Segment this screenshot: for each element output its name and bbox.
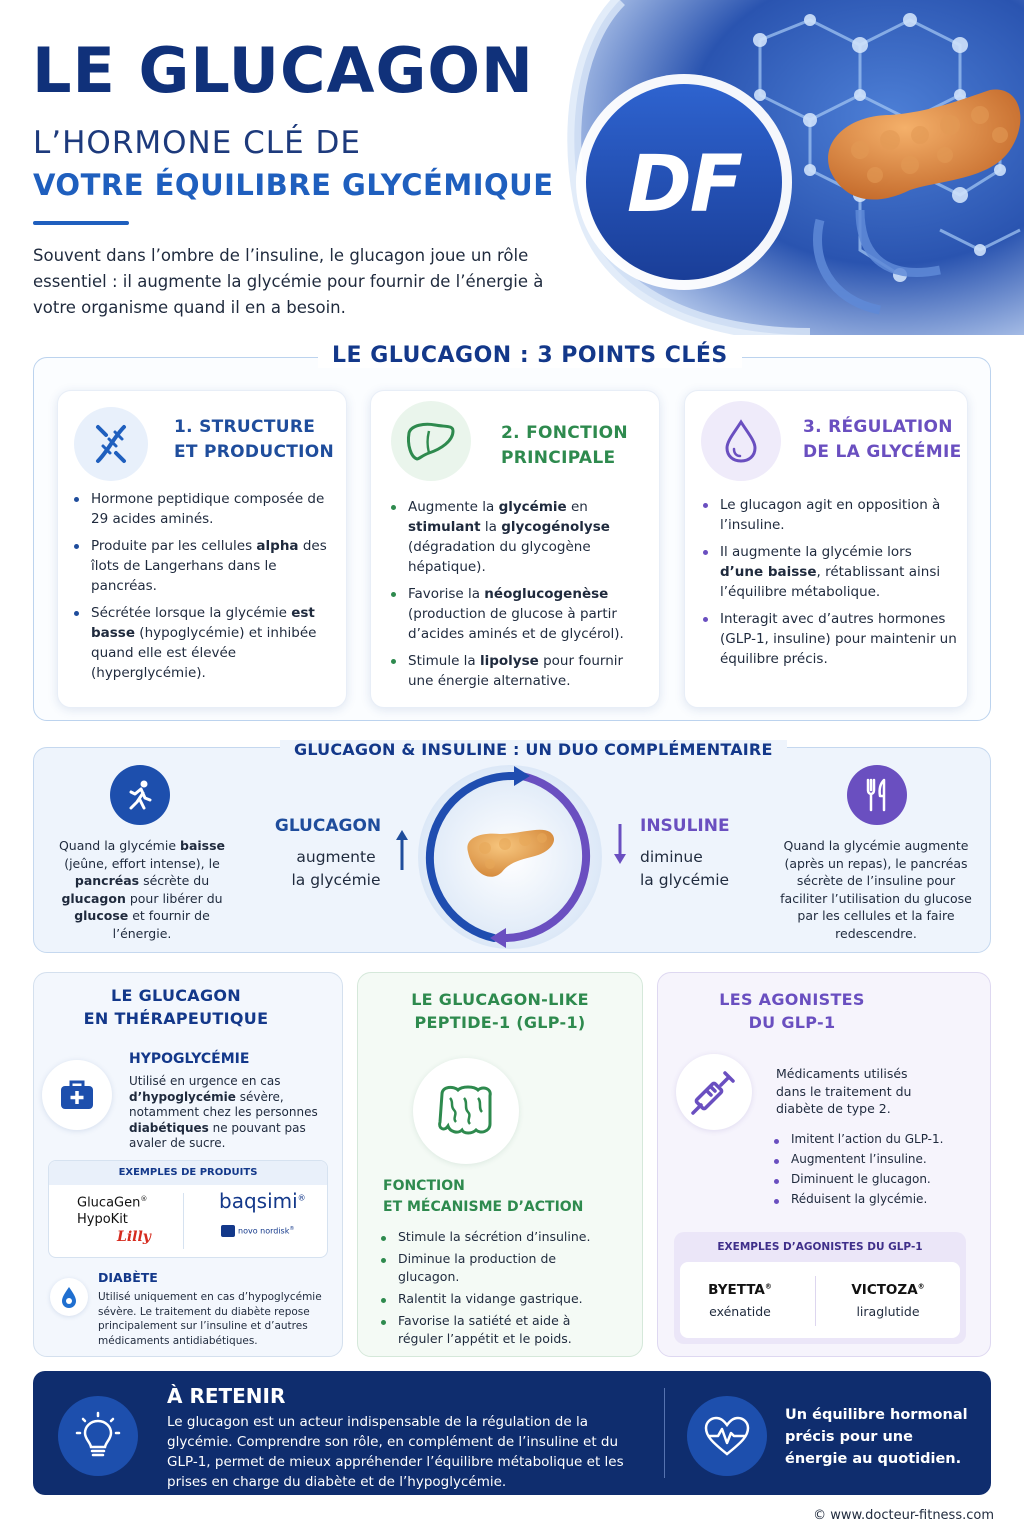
bold-text: est basse <box>91 605 315 641</box>
card-title-structure: 1. STRUCTURE ET PRODUCTION <box>174 417 335 462</box>
drop-icon <box>701 401 781 481</box>
key-point-card-structure <box>57 390 347 708</box>
text-segment: Il augmente la glycémie lors <box>720 544 912 560</box>
bullet-item <box>72 603 334 683</box>
footer-credit: © www.docteur-fitness.com <box>813 1508 994 1523</box>
retain-title: À RETENIR <box>167 1384 286 1408</box>
glp1-title: LE GLUCAGON-LIKE PEPTIDE-1 (GLP-1) <box>411 990 589 1032</box>
page-subtitle-line2: VOTRE ÉQUILIBRE GLYCÉMIQUE <box>33 168 554 202</box>
df-logo: DF <box>626 140 742 230</box>
text-segment: (production de glucose à partir d’acides aminés et de glycérol). <box>408 606 624 642</box>
agonists-examples-title: EXEMPLES D’AGONISTES DU GLP-1 <box>717 1241 923 1253</box>
arrow-up-icon <box>394 828 410 876</box>
text-segment: et fournir de l’énergie. <box>112 908 210 941</box>
therapy-title: LE GLUCAGON EN THÉRAPEUTIQUE <box>83 986 269 1028</box>
products-box <box>48 1160 328 1258</box>
text-segment: Produite par les cellules <box>91 538 257 554</box>
hypo-title: HYPOGLYCÉMIE <box>129 1051 250 1067</box>
glp1-func-title: FONCTION ET MÉCANISME D’ACTION <box>383 1178 584 1215</box>
running-icon <box>110 765 170 825</box>
text-segment: Utilisé en urgence en cas <box>129 1074 281 1088</box>
card-title-function: 2. FONCTION PRINCIPALE <box>501 423 628 468</box>
structure-bullets <box>72 489 334 690</box>
bullet-item: Favorise la satiété et aide à réguler l’appétit et le poids. <box>379 1312 605 1348</box>
product-glucagen: GlucaGen® HypoKit <box>77 1195 148 1228</box>
hypo-text <box>129 1074 325 1152</box>
duo-title: GLUCAGON & INSULINE : UN DUO COMPLÉMENTAIRE <box>280 740 787 759</box>
bold-text: lipolyse <box>479 653 539 669</box>
bold-text: stimulant <box>408 519 481 535</box>
retain-divider <box>664 1388 665 1478</box>
text-segment: sécrète du <box>139 873 210 888</box>
heart-pulse-icon <box>687 1396 767 1476</box>
bullet-item: Diminuent le glucagon. <box>772 1171 972 1188</box>
title-divider <box>33 221 129 225</box>
key-point-card-function <box>370 390 660 708</box>
bold-text: alpha <box>256 538 299 554</box>
function-bullets <box>389 497 651 698</box>
text-segment: en <box>566 499 588 515</box>
text-segment: des îlots de Langerhans dans le pancréas. <box>91 538 327 594</box>
regulation-bullets <box>701 495 957 676</box>
bullet-item: Ralentit la vidange gastrique. <box>379 1290 605 1308</box>
text-segment: Sécrétée lorsque la glycémie <box>91 605 292 621</box>
text-segment: sévère, notamment chez les personnes <box>129 1089 318 1119</box>
bullet-item <box>701 542 957 602</box>
text-segment: Le glucagon agit en opposition à l’insuline. <box>720 497 941 533</box>
products-divider <box>183 1193 184 1249</box>
products-title: EXEMPLES DE PRODUITS <box>49 1161 327 1185</box>
syringe-icon <box>676 1054 752 1130</box>
text-segment: Stimule la <box>408 653 480 669</box>
card-title-regulation: 3. RÉGULATION DE LA GLYCÉMIE <box>803 417 962 462</box>
bold-text: d’une baisse <box>720 564 817 580</box>
diab-text: Utilisé uniquement en cas d’hypoglycémie sévère. Le traitement du diabète repose principalement sur l’insuline et d’autres médicaments antidiabétiques. <box>98 1291 322 1347</box>
insuline-effect: diminue la glycémie <box>640 848 730 889</box>
glucagon-label: GLUCAGON <box>274 816 382 836</box>
bold-text: d’hypoglycémie <box>129 1089 236 1104</box>
text-segment: , rétablissant ainsi l’équilibre métabolique. <box>720 564 941 600</box>
bullet-item <box>72 489 334 529</box>
bullet-item: Diminue la production de glucagon. <box>379 1250 605 1286</box>
bold-text: néoglucogenèse <box>484 586 609 602</box>
medical-kit-icon <box>42 1060 112 1130</box>
intro-paragraph: Souvent dans l’ombre de l’insuline, le glucagon joue un rôle essentiel : il augmente la glycémie pour fournir de l’énergie à votre organisme quand il en a besoin. <box>33 246 544 317</box>
text-segment: la <box>480 519 502 535</box>
agonists-title: LES AGONISTES DU GLP-1 <box>719 990 865 1032</box>
example-byetta: BYETTA® exénatide <box>708 1282 772 1319</box>
bullet-item <box>701 495 957 535</box>
bold-text: baisse <box>180 838 226 853</box>
bold-text: glycémie <box>498 499 567 515</box>
agonists-intro: Médicaments utilisés dans le traitement du diabète de type 2. <box>776 1066 912 1116</box>
diab-title: DIABÈTE <box>98 1270 158 1285</box>
retain-side-text: Un équilibre hormonal précis pour une énergie au quotidien. <box>785 1407 968 1467</box>
bullet-item <box>701 609 957 669</box>
bullet-item: Augmentent l’insuline. <box>772 1151 972 1168</box>
bullet-item <box>389 651 651 691</box>
bold-text: glycogénolyse <box>501 519 610 535</box>
text-segment: Hormone peptidique composée de 29 acides aminés. <box>91 491 325 527</box>
bullet-item: Réduisent la glycémie. <box>772 1191 972 1208</box>
text-segment: Interagit avec d’autres hormones (GLP-1, insuline) pour maintenir un équilibre précis. <box>720 611 957 667</box>
duo-left-text <box>52 837 232 942</box>
text-segment: Favorise la <box>408 586 485 602</box>
bullet-item <box>72 536 334 596</box>
fork-knife-icon <box>847 765 907 825</box>
novo-nordisk-logo: novo nordisk® <box>221 1225 294 1237</box>
product-baqsimi: baqsimi® <box>219 1189 306 1213</box>
dna-icon <box>74 407 148 481</box>
cycle-diagram <box>410 762 610 956</box>
examples-divider <box>815 1276 816 1326</box>
retain-text: Le glucagon est un acteur indispensable de la régulation de la glycémie. Comprendre son rôle, en complément de l’insuline et du GLP-1, permet de mieux appréhender l’équilibre métabolique et les prises en charge du diabète et de l’hypoglycémie. <box>167 1414 624 1490</box>
arrow-down-icon <box>612 822 628 870</box>
example-victoza: VICTOZA® liraglutide <box>851 1282 925 1319</box>
key-points-title: LE GLUCAGON : 3 POINTS CLÉS <box>318 343 742 368</box>
key-point-card-regulation <box>684 390 968 708</box>
page-title: LE GLUCAGON <box>32 34 534 107</box>
insuline-label: INSULINE <box>640 816 730 836</box>
text-segment: ne pouvant pas avaler de sucre. <box>129 1120 306 1150</box>
text-segment: pour libérer du <box>125 890 223 906</box>
liver-icon <box>391 401 471 481</box>
duo-right-text: Quand la glycémie augmente (après un repas), le pancréas sécrète de l’insuline pour faciliter l’utilisation du glucose par les cellules et la faire redescendre. <box>780 838 972 941</box>
bold-text: glucagon <box>61 890 126 906</box>
text-segment: (jeûne, effort intense), le <box>64 855 220 871</box>
text-segment: pour fournir une énergie alternative. <box>408 653 624 689</box>
bold-text: glucose <box>74 908 129 923</box>
bullet-item <box>389 584 651 644</box>
bullet-item <box>389 497 651 577</box>
text-segment: Augmente la <box>408 499 499 515</box>
intestine-icon <box>413 1058 519 1164</box>
glp1-bullets <box>379 1228 605 1352</box>
bullet-item: Stimule la sécrétion d’insuline. <box>379 1228 605 1246</box>
bold-text: pancréas <box>74 873 140 888</box>
lightbulb-icon <box>58 1396 138 1476</box>
glucagon-effect: augmente la glycémie <box>291 848 381 889</box>
bullet-item: Imitent l’action du GLP-1. <box>772 1131 972 1148</box>
text-segment: (hypoglycémie) et inhibée quand elle est élevée (hyperglycémie). <box>91 625 317 681</box>
lilly-logo: Lilly <box>117 1229 151 1245</box>
agonists-bullets <box>772 1131 972 1211</box>
text-segment: Quand la glycémie <box>58 838 180 853</box>
diabetes-drop-icon <box>50 1278 88 1316</box>
bold-text: diabétiques <box>129 1120 209 1135</box>
text-segment: (dégradation du glycogène hépatique). <box>408 539 591 575</box>
agonists-examples-box <box>674 1232 966 1344</box>
page-subtitle-line1: L’HORMONE CLÉ DE <box>33 125 361 161</box>
